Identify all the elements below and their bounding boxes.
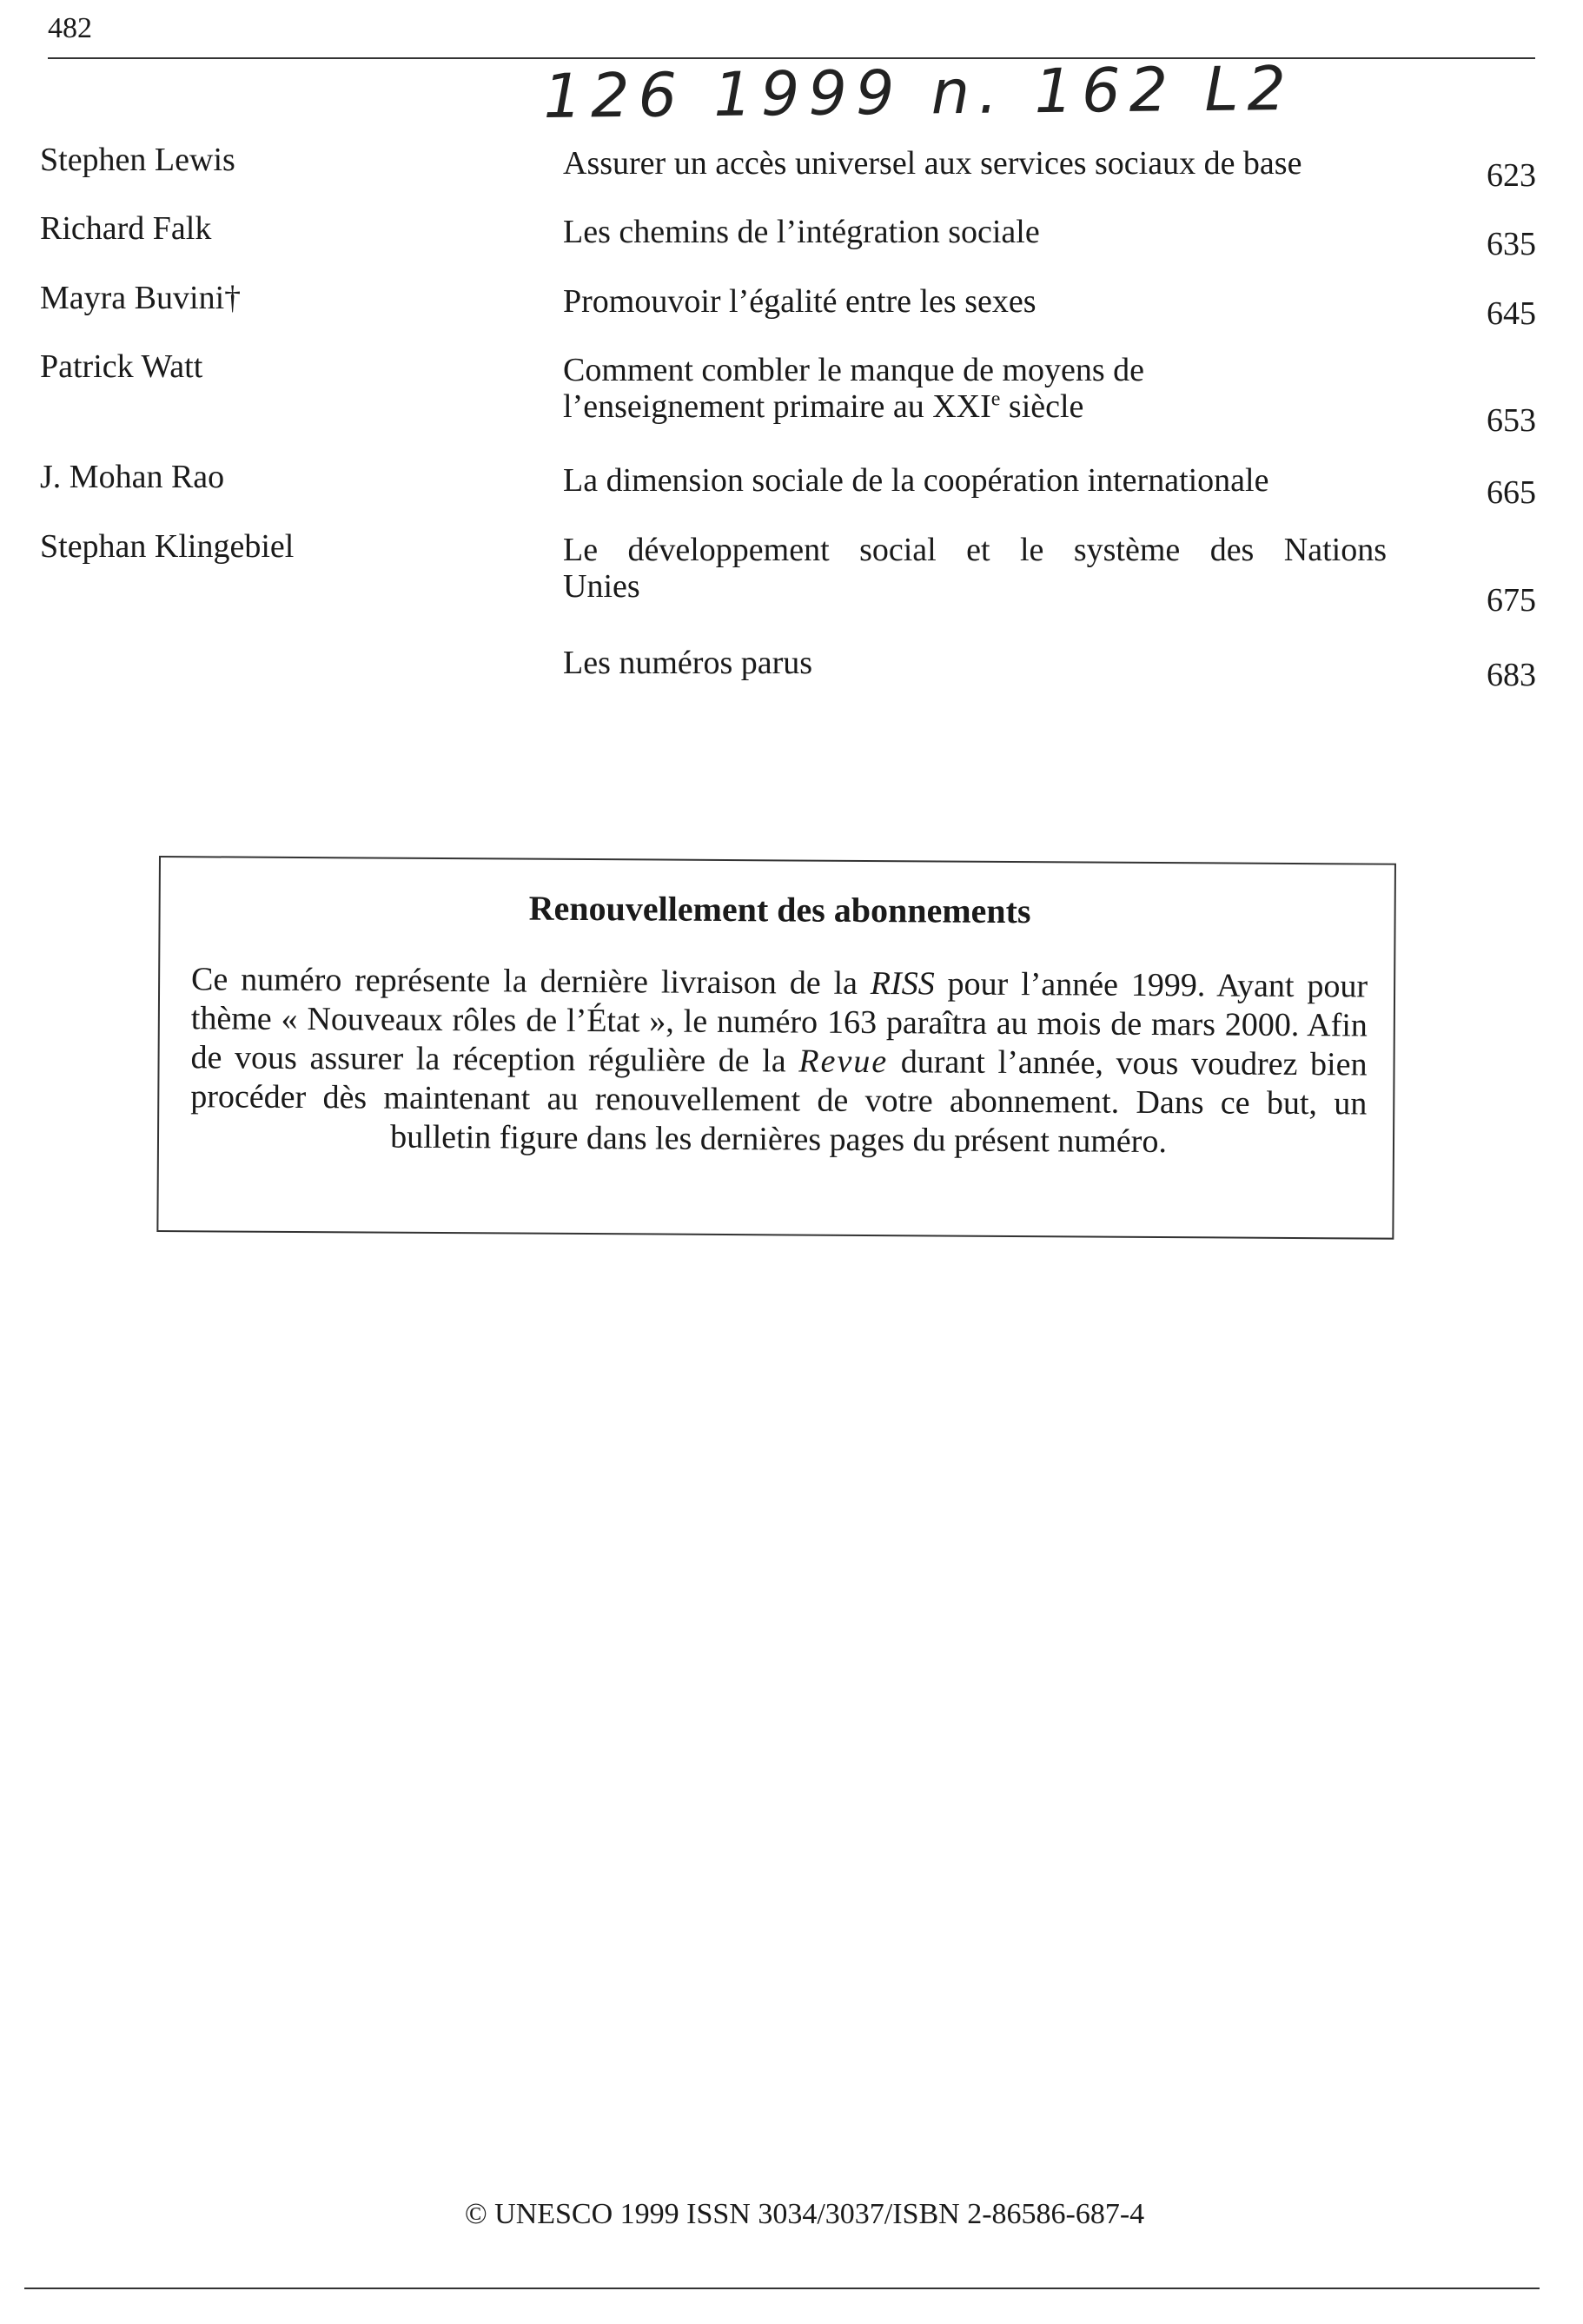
toc-title xyxy=(563,352,1387,425)
toc-title: La dimension sociale de la coopération internationale xyxy=(563,462,1269,499)
toc-title-line: l’enseignement primaire au XXIe siècle xyxy=(563,387,1084,425)
notice-title: Renouvellement des abonnements xyxy=(528,888,1031,931)
toc-title-line: Le développement social et le système des Nations xyxy=(563,532,1387,568)
toc-page-number: 675 xyxy=(1487,582,1536,619)
toc-page-number: 645 xyxy=(1487,295,1536,332)
toc-title: Assurer un accès universel aux services sociaux de base xyxy=(563,145,1302,182)
toc-title: Les numéros parus xyxy=(563,645,813,681)
toc-author: Stephen Lewis xyxy=(40,142,235,178)
toc-page-number: 683 xyxy=(1487,657,1536,693)
toc-title: Promouvoir l’égalité entre les sexes xyxy=(563,283,1037,320)
toc-author: Stephan Klingebiel xyxy=(40,528,295,565)
toc-title-line: Unies xyxy=(563,568,640,605)
toc-author: Mayra Buvini† xyxy=(40,280,242,316)
toc-title-line: Comment combler le manque de moyens de xyxy=(563,352,1145,388)
toc-page-number: 653 xyxy=(1487,402,1536,439)
copyright-line: © UNESCO 1999 ISSN 3034/3037/ISBN 2-86586-687-4 xyxy=(464,2198,1145,2230)
toc-page-number: 665 xyxy=(1487,474,1536,511)
toc-author: Patrick Watt xyxy=(40,348,203,385)
toc-author: Richard Falk xyxy=(40,210,212,247)
handwritten-note: 126 1999 n. 162 L2 xyxy=(543,52,1295,132)
toc-page-number: 623 xyxy=(1487,157,1536,194)
notice-body: Ce numéro représente la dernière livraison de la RISS pour l’année 1999. Ayant pour thème « Nouveaux rôles de l’État », le numéro 163 paraîtra au mois de mars 2000. Afin de vous assurer la réception régulière de la Revue durant l’année, vous voudrez bien procéder dès maintenant au renouvellement de votre abonnement. Dans ce but, un bulletin figure dans les dernières pages du présent numéro. xyxy=(190,961,1368,1161)
page-number: 482 xyxy=(48,12,92,44)
subscription-notice-box xyxy=(156,856,1396,1240)
toc-page-number: 635 xyxy=(1487,226,1536,262)
toc-author: J. Mohan Rao xyxy=(40,459,225,495)
toc-title xyxy=(563,532,1387,605)
toc-title: Les chemins de l’intégration sociale xyxy=(563,214,1040,250)
footer-rule xyxy=(24,2288,1540,2289)
